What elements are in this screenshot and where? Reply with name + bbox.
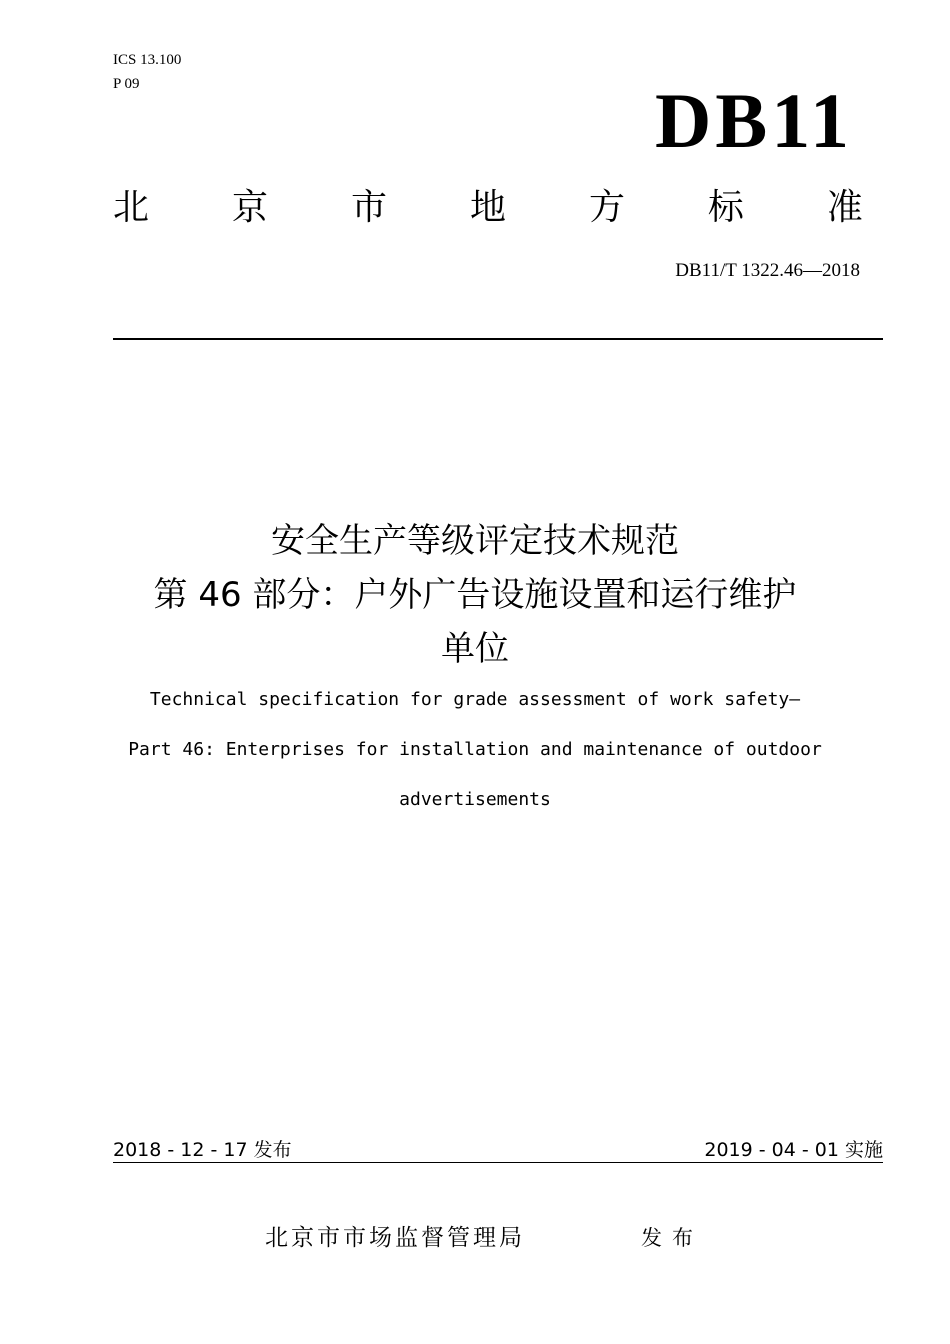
- footer-divider: [113, 1162, 883, 1163]
- header-divider: [113, 338, 883, 340]
- english-title-line-3: advertisements: [399, 789, 551, 810]
- english-title-line-2: Part 46: Enterprises for installation and maintenance of outdoor: [128, 739, 822, 760]
- chinese-title-line-3: 单位: [441, 629, 509, 669]
- title-char: 北: [113, 187, 150, 228]
- title-char: 方: [588, 187, 625, 228]
- title-char: 京: [231, 187, 268, 228]
- ccs-code: P 09: [113, 76, 140, 92]
- standard-code-logo: DB11: [654, 77, 853, 164]
- chinese-title-line-2: 第 46 部分：户外广告设施设置和运行维护: [153, 575, 797, 615]
- standard-number: DB11/T 1322.46—2018: [675, 260, 860, 281]
- title-char: 标: [707, 187, 744, 228]
- classification-codes: [113, 48, 181, 96]
- issue-label: 发布: [641, 1226, 703, 1250]
- chinese-title-line-1: 安全生产等级评定技术规范: [271, 521, 679, 561]
- title-char: 地: [469, 187, 506, 228]
- title-char: 市: [350, 187, 387, 228]
- ics-code: ICS 13.100: [113, 52, 182, 68]
- implementation-date: 2019 - 04 - 01 实施: [704, 1139, 883, 1161]
- release-date: 2018 - 12 - 17 发布: [113, 1139, 292, 1161]
- english-title-line-1: Technical specification for grade assessment of work safety—: [149, 689, 801, 710]
- title-char: 准: [826, 187, 863, 228]
- standard-type-title: [113, 186, 863, 230]
- issuing-authority: 北京市市场监督管理局: [265, 1225, 525, 1251]
